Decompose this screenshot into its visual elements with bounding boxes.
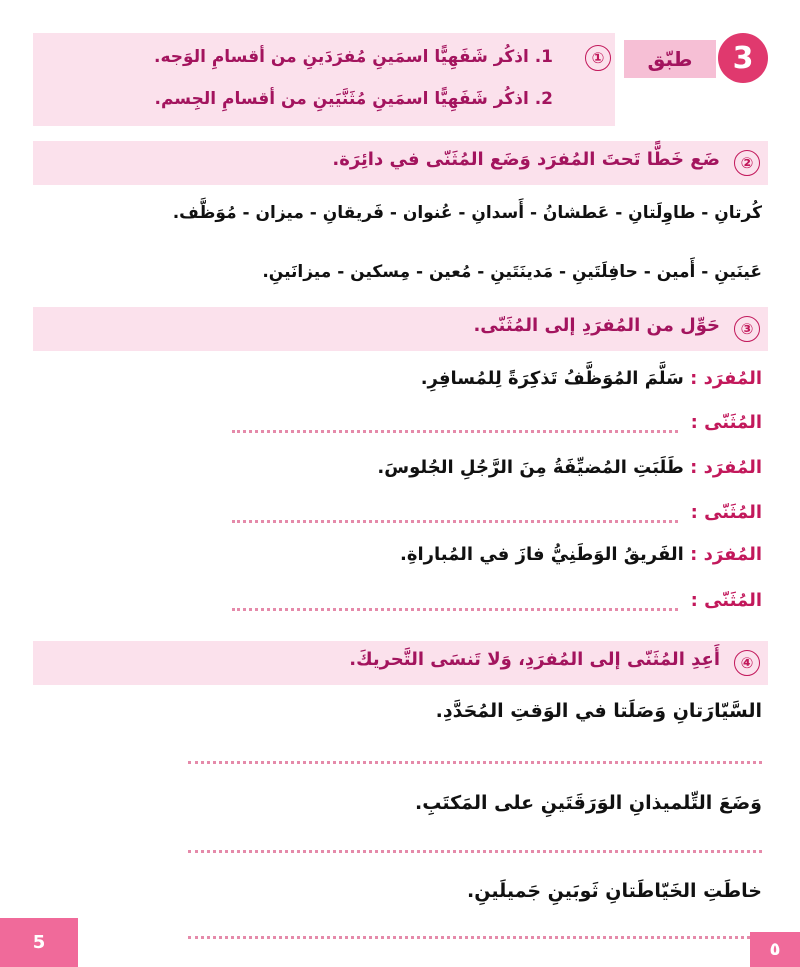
q3-title: حَوِّل من المُفرَدِ إلى المُثَنّى.: [473, 315, 720, 336]
dual-label: المُثَنّى :: [690, 590, 762, 611]
answer-line[interactable]: [232, 608, 678, 611]
page-number-arabic: ٥: [750, 932, 800, 967]
unit-number-badge: 3: [718, 33, 768, 83]
q1-box: [33, 33, 615, 126]
q4-header-bar: [33, 641, 768, 685]
page-number-latin: 5: [0, 918, 78, 967]
q3-dual-row-1: [232, 412, 762, 442]
answer-line[interactable]: [232, 430, 678, 433]
q2-header-bar: [33, 141, 768, 185]
q3-number-badge: ③: [734, 316, 760, 342]
q2-word-row-1: كُرتانِ - طاوِلَتانِ - عَطشانُ - أَسدانِ - عُنوان - فَريقانِ - ميزان - مُوَظَّف.: [172, 203, 762, 223]
q2-title: ضَع خَطًّا تَحتَ المُفرَد وَضَع المُثَنّى في دائِرَة.: [332, 149, 720, 170]
dual-label: المُثَنّى :: [690, 502, 762, 523]
answer-line[interactable]: [232, 520, 678, 523]
singular-label: المُفرَد :: [690, 368, 762, 389]
q3-sentence-1: سَلَّمَ المُوَظَّفُ تَذكِرَةً لِلمُسافِرِ.: [420, 368, 684, 389]
q3-singular-row-2: [377, 457, 762, 478]
q3-sentence-2: طَلَبَتِ المُضيِّفَةُ مِنَ الرَّجُلِ الجُلوسَ.: [377, 457, 684, 478]
q3-singular-row-3: [400, 544, 762, 565]
singular-label: المُفرَد :: [690, 457, 762, 478]
q4-title: أَعِدِ المُثَنّى إلى المُفرَدِ، وَلا تَنسَى التَّحريكَ.: [349, 649, 720, 670]
singular-label: المُفرَد :: [690, 544, 762, 565]
q4-number-badge: ④: [734, 650, 760, 676]
q1-item-1: 1. اذكُر شَفَهِيًّا اسمَينِ مُفرَدَينِ من أقسامِ الوَجه.: [154, 47, 553, 67]
practice-label: طبّق: [624, 40, 716, 78]
q2-number-badge: ②: [734, 150, 760, 176]
q1-item-2: 2. اذكُر شَفَهِيًّا اسمَينِ مُثَنَّيَينِ من أقسامِ الجِسم.: [154, 89, 553, 109]
q2-word-row-2: عَينَينِ - أَمين - حافِلَتَينِ - مَدينَتَينِ - مُعين - مِسكين - ميزانَينِ.: [262, 262, 762, 282]
answer-line[interactable]: [188, 761, 762, 764]
answer-line[interactable]: [188, 850, 762, 853]
q3-sentence-3: الفَريقُ الوَطَنِيُّ فازَ في المُباراةِ.: [399, 544, 684, 565]
answer-line[interactable]: [188, 936, 762, 939]
q3-dual-row-3: [232, 590, 762, 620]
q4-sentence-1: السَّيّارَتانِ وَصَلَتا في الوَقتِ المُحَدَّدِ.: [435, 700, 762, 722]
q3-dual-row-2: [232, 502, 762, 532]
dual-label: المُثَنّى :: [690, 412, 762, 433]
q3-singular-row-1: [421, 368, 762, 389]
q4-sentence-3: خاطَتِ الخَيّاطَتانِ ثَوبَينِ جَميلَينِ.: [467, 880, 762, 902]
q4-sentence-2: وَضَعَ التِّلميذانِ الوَرَقَتَينِ على المَكتَبِ.: [415, 792, 762, 814]
q3-header-bar: [33, 307, 768, 351]
q1-number-badge: ①: [585, 45, 611, 71]
